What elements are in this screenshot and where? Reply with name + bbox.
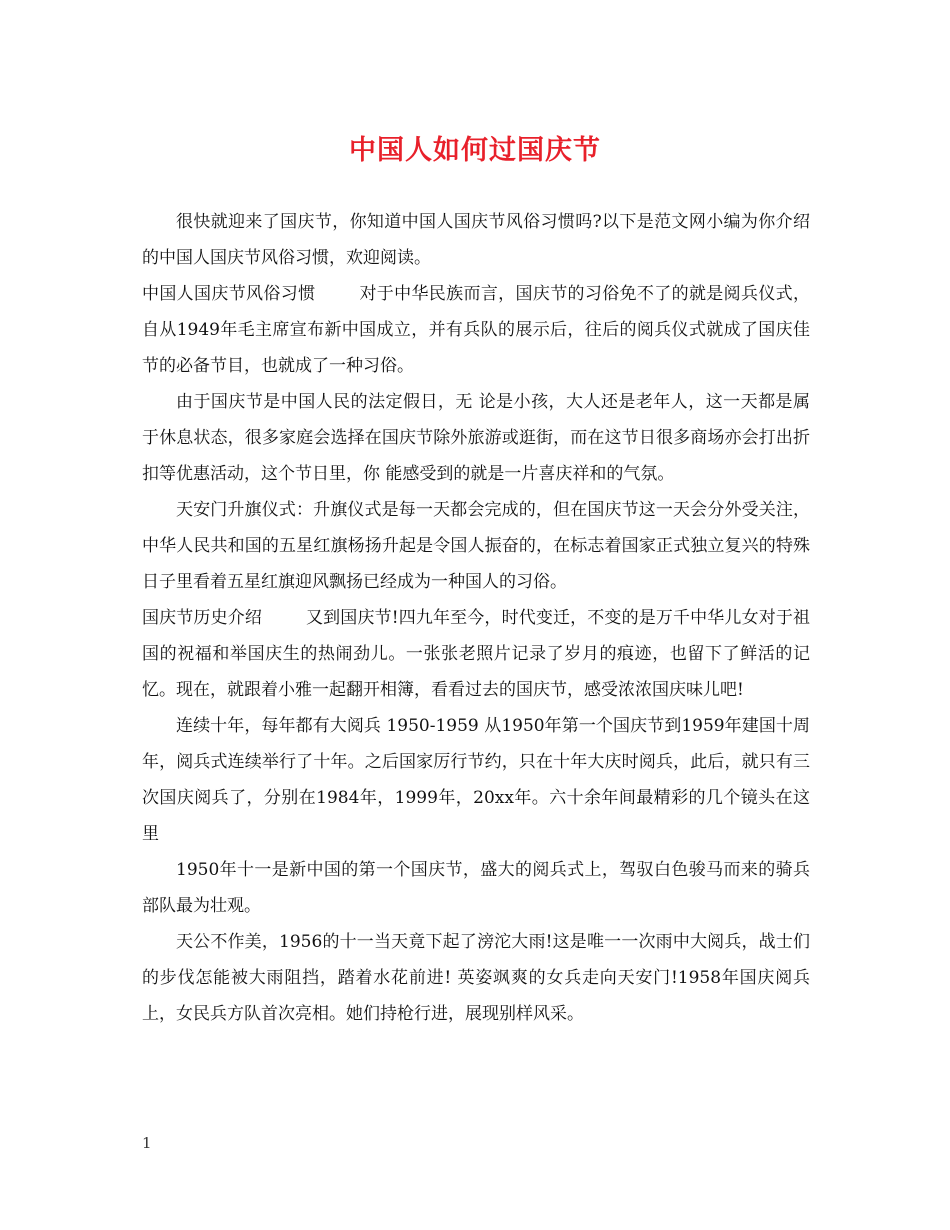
paragraph-history <box>142 600 810 708</box>
document-title: 中国人如何过国庆节 <box>349 135 601 166</box>
paragraph-text: 对于中华民族而言，国庆节的习俗免不了的就是阅兵仪式，自从1949年毛主席宣布新中国成立，并有兵队的展示后，往后的阅兵仪式就成了国庆佳节的必备节目，也就成了一种习俗。 <box>142 284 811 376</box>
paragraph-flag-raising <box>142 492 810 600</box>
paragraph-parades <box>142 708 810 852</box>
document-body <box>142 204 810 1032</box>
section-heading-history: 国庆节历史介绍 <box>142 608 263 628</box>
paragraph-text: 很快就迎来了国庆节，你知道中国人国庆节风俗习惯吗?以下是范文网小编为你介绍的中国人国庆节风俗习惯，欢迎阅读。 <box>142 212 810 268</box>
paragraph-text: 由于国庆节是中国人民的法定假日，无 论是小孩，大人还是老年人，这一天都是属于休息状态，很多家庭会选择在国庆节除外旅游或逛街，而在这节日很多商场亦会打出折扣等优惠活动，这个节日里，你 能感受到的就是一片喜庆祥和的气氛。 <box>142 392 810 484</box>
paragraph-text: 又到国庆节!四九年至今，时代变迁，不变的是万千中华儿女对于祖国的祝福和举国庆生的热闹劲儿。一张张老照片记录了岁月的痕迹，也留下了鲜活的记忆。现在，就跟着小雅一起翻开相簿，看看过去的国庆节，感受浓浓国庆味儿吧! <box>142 608 810 700</box>
paragraph-text: 天安门升旗仪式：升旗仪式是每一天都会完成的，但在国庆节这一天会分外受关注，中华人民共和国的五星红旗杨扬升起是令国人振奋的，在标志着国家正式独立复兴的特殊日子里看着五星红旗迎风飘扬已经成为一种国人的习俗。 <box>142 500 810 592</box>
paragraph-text: 1950年十一是新中国的第一个国庆节，盛大的阅兵式上，驾驭白色骏马而来的骑兵部队最为壮观。 <box>142 860 810 916</box>
paragraph-customs <box>142 276 810 384</box>
paragraph-text: 连续十年，每年都有大阅兵 1950-1959 从1950年第一个国庆节到1959年建国十周年，阅兵式连续举行了十年。之后国家厉行节约，只在十年大庆时阅兵，此后，就只有三次国庆阅兵了，分别在1984年，1999年，20xx年。六十余年间最精彩的几个镜头在这里 <box>142 716 810 844</box>
paragraph-intro <box>142 204 810 276</box>
paragraph-1956 <box>142 924 810 1032</box>
page-number: 1 <box>142 1134 152 1152</box>
paragraph-holiday <box>142 384 810 492</box>
paragraph-text: 天公不作美，1956的十一当天竟下起了滂沱大雨!这是唯一一次雨中大阅兵，战士们的步伐怎能被大雨阻挡，踏着水花前进! 英姿飒爽的女兵走向天安门!1958年国庆阅兵上，女民兵方队首次亮相。她们持枪行进，展现别样风采。 <box>142 932 810 1024</box>
paragraph-1950 <box>142 852 810 924</box>
section-heading-customs: 中国人国庆节风俗习惯 <box>142 284 316 304</box>
